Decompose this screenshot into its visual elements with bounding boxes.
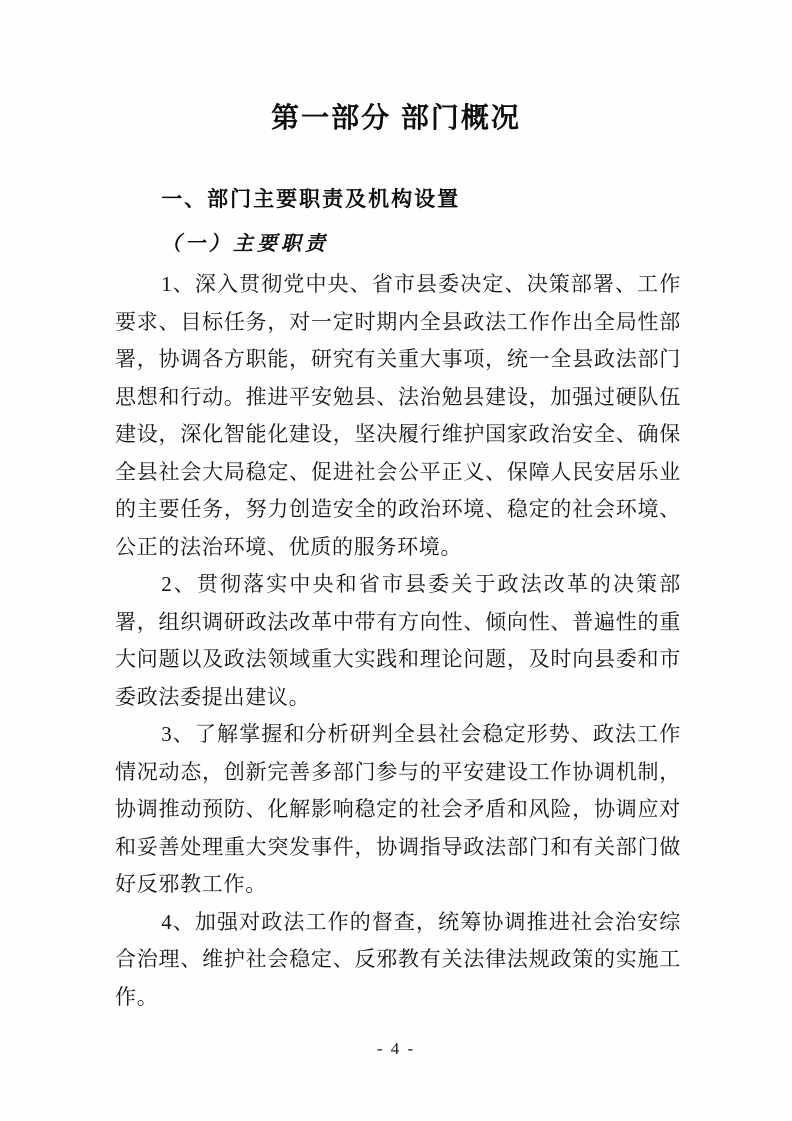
section-heading: 一、部门主要职责及机构设置 [161,188,461,211]
subsection-heading: （一）主要职责 [161,233,329,255]
body-paragraph-3: 3、了解掌握和分析研判全县社会稳定形势、政法工作情况动态，创新完善多部门参与的平安建设工作协调机制，协调推动预防、化解影响稳定的社会矛盾和风险，协调应对和妥善处理重大突发事件，协调指导政法部门和有关部门做好反邪教工作。 [115,722,681,896]
page-title: 第一部分 部门概况 [271,102,521,133]
page-number: - 4 - [376,1039,416,1058]
body-paragraph-4: 4、加强对政法工作的督查，统筹协调推进社会治安综合治理、维护社会稳定、反邪教有关法律法规政策的实施工作。 [115,909,681,1009]
body-paragraph-1: 1、深入贯彻党中央、省市县委决定、决策部署、工作要求、目标任务，对一定时期内全县政法工作作出全局性部署，协调各方职能，研究有关重大事项，统一全县政法部门思想和行动。推进平安勉县、法治勉县建设，加强过硬队伍建设，深化智能化建设，坚决履行维护国家政治安全、确保全县社会大局稳定、促进社会公平正义、保障人民安居乐业的主要任务，努力创造安全的政治环境、稳定的社会环境、公正的法治环境、优质的服务环境。 [115,272,681,559]
body-text [115,266,681,1016]
document-content [115,183,681,1016]
body-paragraph-2: 2、贯彻落实中央和省市县委关于政法改革的决策部署，组织调研政法改革中带有方向性、倾向性、普遍性的重大问题以及政法领域重大实践和理论问题，及时向县委和市委政法委提出建议。 [115,572,681,709]
